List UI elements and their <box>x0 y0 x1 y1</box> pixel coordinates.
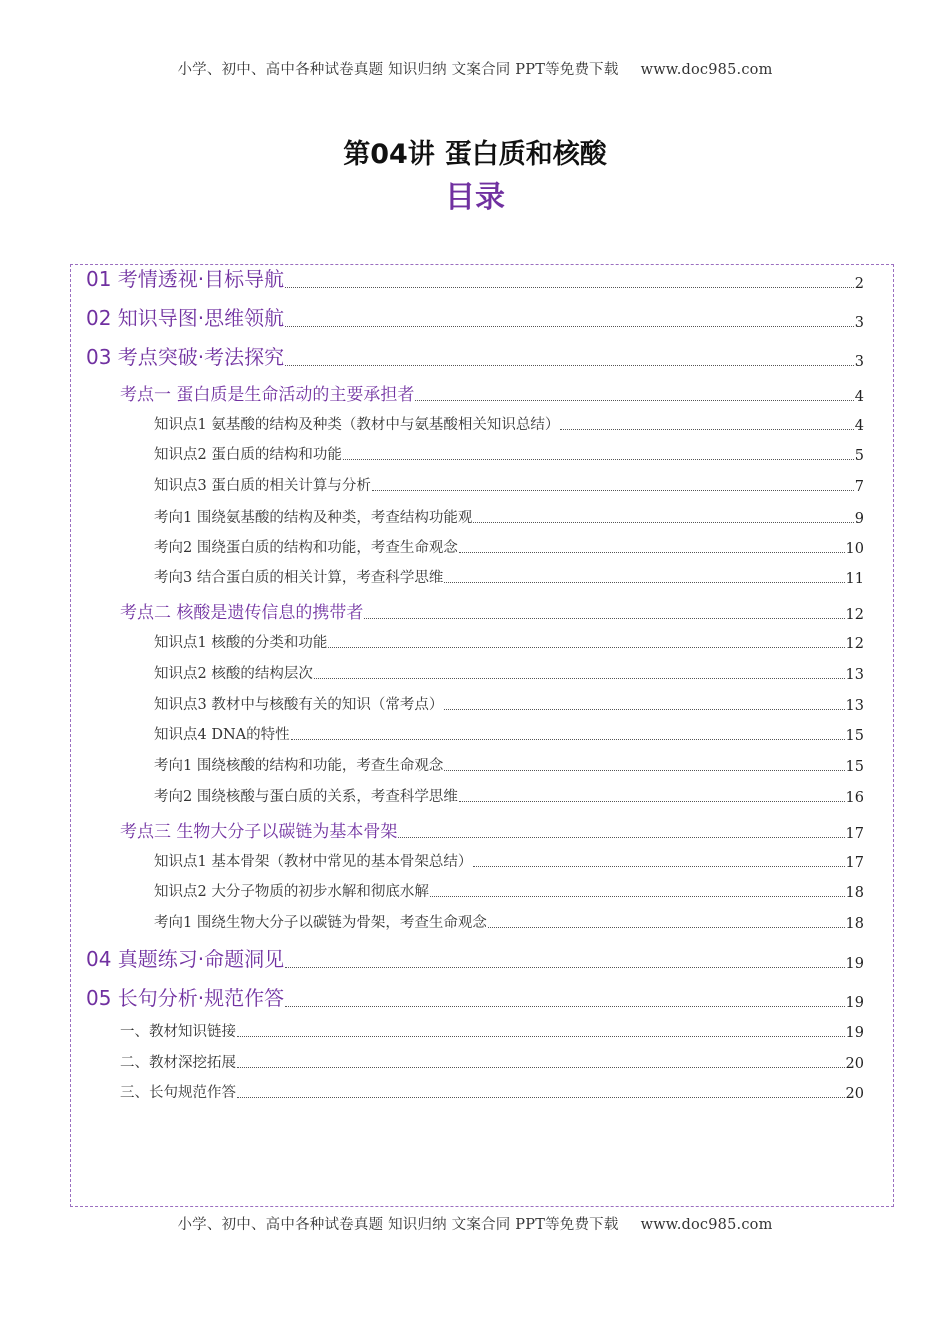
toc-entry[interactable] <box>120 380 864 405</box>
toc-entry-label: 03 考点突破·考法探究 <box>86 345 285 369</box>
toc-leader-dots <box>343 459 854 460</box>
toc-entry-page: 13 <box>845 667 864 683</box>
toc-entry-page: 9 <box>854 511 864 527</box>
toc-entry-label: 01 考情透视·目标导航 <box>86 267 285 291</box>
toc-entry[interactable] <box>154 506 864 527</box>
toc-entry-label: 02 知识导图·思维领航 <box>86 306 285 330</box>
toc-entry-page: 17 <box>845 855 864 871</box>
toc-entry[interactable] <box>154 850 864 871</box>
toc-leader-dots <box>314 678 845 679</box>
toc-entry[interactable] <box>154 443 864 464</box>
toc-entry[interactable] <box>154 693 864 714</box>
toc-entry-page: 18 <box>845 916 864 932</box>
toc-entry-label: 考点一 蛋白质是生命活动的主要承担者 <box>120 385 415 405</box>
toc-entry-page: 10 <box>845 541 864 557</box>
toc-leader-dots <box>285 287 854 288</box>
toc-entry-page: 7 <box>854 479 864 495</box>
toc-heading: 目录 <box>445 180 505 215</box>
toc-entry-page: 17 <box>845 826 864 842</box>
toc-entry-label: 考向3 结合蛋白质的相关计算，考查科学思维 <box>154 570 444 586</box>
toc-entry-page: 15 <box>845 728 864 744</box>
toc-entry-label: 04 真题练习·命题洞见 <box>86 947 285 971</box>
toc-entry-page: 19 <box>845 1025 864 1041</box>
document-title <box>0 132 950 171</box>
toc-entry[interactable] <box>154 474 864 495</box>
footer-text: 小学、初中、高中各种试卷真题 知识归纳 文案合同 PPT等免费下载 <box>177 1217 619 1233</box>
toc-entry-label: 知识点3 蛋白质的相关计算与分析 <box>154 478 371 494</box>
toc-entry-label: 知识点1 氨基酸的结构及种类（教材中与氨基酸相关知识总结） <box>154 417 560 433</box>
toc-entry-label: 考点三 生物大分子以碳链为基本骨架 <box>120 822 398 842</box>
toc-entry[interactable] <box>154 662 864 683</box>
toc-leader-dots <box>560 429 853 430</box>
toc-entry-label: 知识点2 核酸的结构层次 <box>154 666 313 682</box>
toc-entry[interactable] <box>120 1051 864 1072</box>
toc-entry-label: 考向2 围绕核酸与蛋白质的关系，考查科学思维 <box>154 789 458 805</box>
header-url[interactable]: www.doc985.com <box>640 62 773 78</box>
toc-entry[interactable] <box>120 1081 864 1102</box>
toc-leader-dots <box>285 326 854 327</box>
toc-leader-dots <box>285 1006 844 1007</box>
toc-entry[interactable] <box>120 598 864 623</box>
toc-entry[interactable] <box>154 536 864 557</box>
toc-leader-dots <box>444 582 844 583</box>
toc-entry-label: 考向2 围绕蛋白质的结构和功能，考查生命观念 <box>154 540 458 556</box>
header-text: 小学、初中、高中各种试卷真题 知识归纳 文案合同 PPT等免费下载 <box>177 62 619 78</box>
toc-entry-page: 3 <box>854 354 864 370</box>
toc-leader-dots <box>237 1097 845 1098</box>
toc-entry-label: 知识点1 核酸的分类和功能 <box>154 635 328 651</box>
toc-entry-page: 18 <box>845 885 864 901</box>
toc-entry[interactable] <box>154 413 864 434</box>
page-header <box>0 58 950 79</box>
toc-entry-page: 11 <box>845 571 864 587</box>
toc-entry-label: 考向1 围绕核酸的结构和功能，考查生命观念 <box>154 758 444 774</box>
footer-url[interactable]: www.doc985.com <box>640 1217 773 1233</box>
toc-leader-dots <box>291 739 845 740</box>
toc-entry[interactable] <box>154 911 864 932</box>
toc-entry-page: 20 <box>845 1056 864 1072</box>
toc-entry[interactable] <box>154 754 864 775</box>
lecture-topic: 蛋白质和核酸 <box>444 139 607 170</box>
toc-entry-page: 12 <box>845 607 864 623</box>
toc-leader-dots <box>285 365 854 366</box>
toc-leader-dots <box>285 967 844 968</box>
toc-entry-label: 二、教材深挖拓展 <box>120 1055 236 1071</box>
toc-leader-dots <box>459 801 845 802</box>
toc-entry-page: 3 <box>854 315 864 331</box>
toc-entry[interactable] <box>120 817 864 842</box>
toc-entry-label: 考向1 围绕生物大分子以碳链为骨架，考查生命观念 <box>154 915 487 931</box>
toc-entry-page: 4 <box>854 389 864 405</box>
toc-entry-label: 一、教材知识链接 <box>120 1024 236 1040</box>
toc-leader-dots <box>430 896 845 897</box>
toc-entry-label: 知识点4 DNA的特性 <box>154 727 290 743</box>
toc-leader-dots <box>328 647 844 648</box>
toc-entry-label: 考点二 核酸是遗传信息的携带者 <box>120 603 364 623</box>
toc-entry-page: 19 <box>845 995 864 1011</box>
toc-entry-page: 12 <box>845 636 864 652</box>
toc-entry-page: 19 <box>845 956 864 972</box>
toc-entry-page: 13 <box>845 698 864 714</box>
lecture-number: 第04讲 <box>343 139 435 170</box>
toc-leader-dots <box>398 837 844 838</box>
toc-leader-dots <box>459 552 845 553</box>
toc-leader-dots <box>444 770 844 771</box>
toc-entry-label: 05 长句分析·规范作答 <box>86 986 285 1010</box>
toc-entry-label: 知识点2 大分子物质的初步水解和彻底水解 <box>154 884 429 900</box>
toc-entry[interactable] <box>154 566 864 587</box>
toc-leader-dots <box>364 618 844 619</box>
toc-entry[interactable] <box>86 302 864 331</box>
toc-leader-dots <box>372 490 854 491</box>
page-footer <box>0 1213 950 1234</box>
toc-leader-dots <box>444 709 844 710</box>
toc-entry-label: 知识点3 教材中与核酸有关的知识（常考点） <box>154 697 444 713</box>
toc-entry[interactable] <box>86 263 864 292</box>
toc-entry-label: 考向1 围绕氨基酸的结构及种类，考查结构功能观 <box>154 510 473 526</box>
toc-entry-page: 15 <box>845 759 864 775</box>
toc-entry-page: 4 <box>854 418 864 434</box>
toc-leader-dots <box>488 927 845 928</box>
toc-entry-page: 2 <box>854 276 864 292</box>
toc-entry[interactable] <box>154 723 864 744</box>
toc-leader-dots <box>415 400 853 401</box>
toc-entry-label: 知识点2 蛋白质的结构和功能 <box>154 447 342 463</box>
toc-entry[interactable] <box>154 631 864 652</box>
toc-entry-page: 5 <box>854 448 864 464</box>
toc-entry-page: 20 <box>845 1086 864 1102</box>
toc-entry[interactable] <box>154 880 864 901</box>
toc-entry[interactable] <box>154 785 864 806</box>
toc-leader-dots <box>237 1036 845 1037</box>
toc-leader-dots <box>473 522 853 523</box>
toc-leader-dots <box>237 1067 845 1068</box>
toc-leader-dots <box>473 866 844 867</box>
toc-entry-page: 16 <box>845 790 864 806</box>
toc-entry-label: 知识点1 基本骨架（教材中常见的基本骨架总结） <box>154 854 473 870</box>
toc-entry-label: 三、长句规范作答 <box>120 1085 236 1101</box>
toc-entry[interactable] <box>120 1020 864 1041</box>
toc-entry[interactable] <box>86 341 864 370</box>
toc-entry[interactable] <box>86 982 864 1011</box>
toc-entry[interactable] <box>86 943 864 972</box>
